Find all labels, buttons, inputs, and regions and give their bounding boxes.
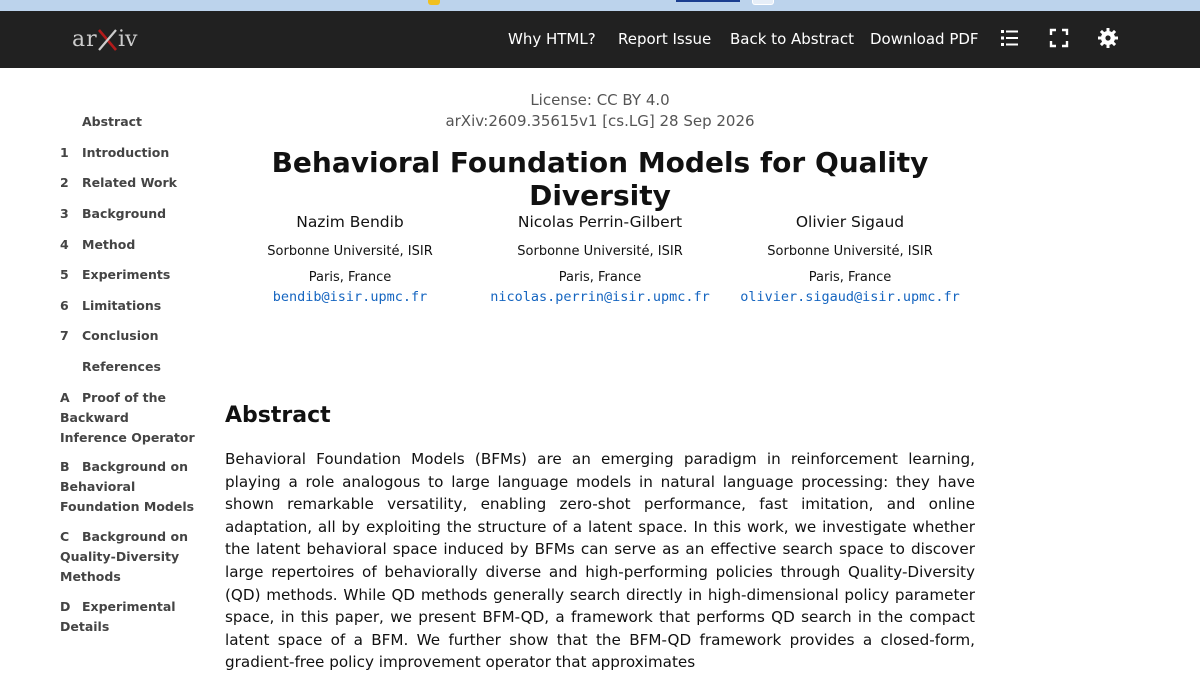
toc-item-label: Background on Quality-Diversity Methods <box>60 529 188 584</box>
toc-item-label: Experimental Details <box>60 599 176 634</box>
download-pdf-link[interactable]: Download PDF <box>870 30 979 48</box>
author-email-link[interactable]: nicolas.perrin@isir.upmc.fr <box>490 289 710 305</box>
arxiv-logo[interactable] <box>72 24 144 54</box>
fullscreen-icon[interactable] <box>1047 26 1071 50</box>
author-name: Nazim Bendib <box>296 213 404 231</box>
license-text: License: CC BY 4.0 <box>530 91 670 109</box>
author-location: Paris, France <box>808 270 892 285</box>
toc-item-label: Method <box>82 237 136 252</box>
toc-item-experiments[interactable] <box>60 265 200 285</box>
list-icon[interactable] <box>998 26 1022 50</box>
why-html-link[interactable]: Why HTML? <box>508 30 596 48</box>
toc-item-number: 2 <box>60 175 69 190</box>
header-bar <box>0 11 1200 68</box>
abstract-heading: Abstract <box>225 403 331 428</box>
author-email-link[interactable]: bendib@isir.upmc.fr <box>272 289 428 305</box>
author-affiliation: Sorbonne Université, ISIR <box>267 244 433 259</box>
toc-item-number: 3 <box>60 206 69 221</box>
author-location: Paris, France <box>558 270 642 285</box>
author-block <box>475 213 725 305</box>
paper-title: Behavioral Foundation Models for Quality Diversity <box>271 146 929 212</box>
toc-item-abstract[interactable] <box>82 112 222 132</box>
author-affiliation: Sorbonne Université, ISIR <box>517 244 683 259</box>
toc-item-label: Experiments <box>82 267 171 282</box>
toc-item-label: Abstract <box>82 114 143 129</box>
toc-item-number: 5 <box>60 267 69 282</box>
toc-item-label: Proof of the Backward Inference Operator <box>60 390 195 445</box>
banner-link[interactable] <box>676 0 740 2</box>
toc-item-label: References <box>82 359 161 374</box>
toc-item-number: 1 <box>60 145 69 160</box>
toc-item-background[interactable] <box>60 204 200 224</box>
toc-item-label: Conclusion <box>82 328 159 343</box>
toc-item-number: 4 <box>60 237 69 252</box>
author-name: Olivier Sigaud <box>795 213 905 231</box>
toc-item-label: Background <box>82 206 167 221</box>
toc-item-appendix-c[interactable] <box>60 527 200 587</box>
author-location: Paris, France <box>308 270 392 285</box>
author-block <box>225 213 475 305</box>
toc-item-number: 7 <box>60 328 69 343</box>
toc-item-conclusion[interactable] <box>60 326 200 346</box>
toc-item-number: B <box>60 459 70 474</box>
toc-item-method[interactable] <box>60 235 200 255</box>
settings-icon[interactable] <box>1096 26 1120 50</box>
toc-item-limitations[interactable] <box>60 296 200 316</box>
toc-item-references[interactable] <box>82 357 222 377</box>
author-affiliation: Sorbonne Université, ISIR <box>767 244 933 259</box>
toc-item-introduction[interactable] <box>60 143 200 163</box>
author-name: Nicolas Perrin-Gilbert <box>517 213 683 231</box>
svg-text:iv: iv <box>118 27 138 52</box>
arxiv-identifier: arXiv:2609.35615v1 [cs.LG] 28 Sep 2026 <box>445 112 755 130</box>
author-block <box>725 213 975 305</box>
sparkle-icon <box>428 0 440 5</box>
announcement-banner <box>0 0 1200 11</box>
back-to-abstract-link[interactable]: Back to Abstract <box>730 30 854 48</box>
author-email-link[interactable]: olivier.sigaud@isir.upmc.fr <box>740 289 960 305</box>
report-issue-link[interactable]: Report Issue <box>618 30 712 48</box>
toc-item-number: D <box>60 599 71 614</box>
toc-item-label: Background on Behavioral Foundation Models <box>60 459 195 514</box>
toc-item-appendix-d[interactable] <box>60 597 200 637</box>
table-of-contents <box>0 68 210 634</box>
toc-item-appendix-a[interactable] <box>60 388 200 448</box>
toc-item-label: Introduction <box>82 145 170 160</box>
toc-item-number: A <box>60 390 70 405</box>
abstract-text: Behavioral Foundation Models (BFMs) are an emerging paradigm in reinforcement learning, playing a role analogous to large language models in natural language processing: they have shown remarkable versatility, enabling zero-shot performance, fast imitation, and online adaptation, all by exploiting the structure of a latent space. In this work, we investigate whether the latent behavioral space induced by BFMs can serve as an effective search space to discover large repertoires of behaviorally diverse and high-performing policies through Quality-Diversity (QD) methods. While QD methods generally search directly in high-dimensional policy parameter space, in this paper, we present BFM-QD, a framework that performs QD search in the compact latent space of a BFM. We further show that the BFM-QD framework provides a closed-form, gradient-free policy improvement operator that approximates <box>225 450 975 672</box>
toc-item-number: 6 <box>60 298 69 313</box>
toc-item-label: Limitations <box>82 298 162 313</box>
toc-item-number: C <box>60 529 70 544</box>
toc-item-appendix-b[interactable] <box>60 457 200 517</box>
banner-close-button[interactable] <box>752 0 774 5</box>
svg-text:ar: ar <box>72 27 98 52</box>
toc-item-label: Related Work <box>82 175 177 190</box>
toc-item-related-work[interactable] <box>60 173 200 193</box>
